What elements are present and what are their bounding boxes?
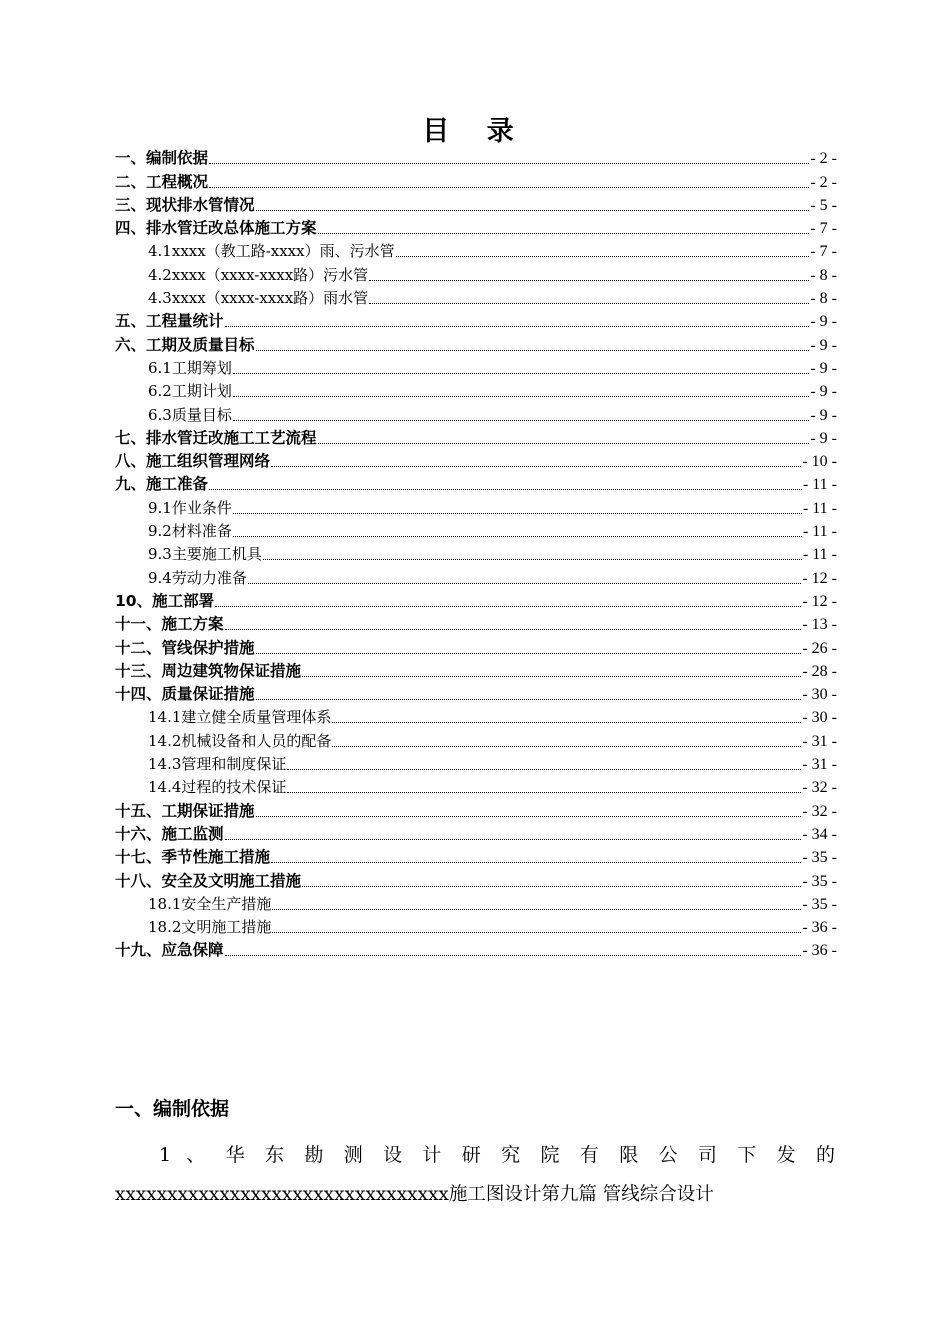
toc-entry-text: 6.2工期计划 <box>148 382 232 401</box>
toc-entry[interactable] <box>115 333 837 356</box>
toc-leader-dots <box>272 909 801 910</box>
toc-leader-dots <box>256 816 802 817</box>
toc-entry-page: - 11 - <box>802 523 837 541</box>
toc-entry-page: - 36 - <box>802 942 837 960</box>
toc-entry-page: - 11 - <box>802 546 837 564</box>
toc-leader-dots <box>233 373 809 374</box>
toc-entry-page: - 32 - <box>802 779 837 797</box>
toc-leader-dots <box>209 163 809 164</box>
toc-entry-page: - 13 - <box>802 616 837 634</box>
toc-entry-text: 18.2文明施工措施 <box>148 918 272 937</box>
toc-entry-text: 二、工程概况 <box>115 172 209 191</box>
toc-entry[interactable] <box>115 729 837 752</box>
toc-entry-text: 10、施工部署 <box>115 591 215 610</box>
toc-leader-dots <box>302 886 801 887</box>
toc-entry-text: 14.4过程的技术保证 <box>148 778 287 797</box>
toc-leader-dots <box>332 722 801 723</box>
toc-entry-page: - 10 - <box>802 453 837 471</box>
toc-entry[interactable] <box>115 939 837 962</box>
toc-entry-page: - 7 - <box>810 243 837 261</box>
toc-entry[interactable] <box>115 194 837 217</box>
toc-entry-text: 十七、季节性施工措施 <box>115 848 271 867</box>
toc-entry[interactable] <box>115 543 837 566</box>
toc-entry-text: 七、排水管迁改施工工艺流程 <box>115 428 317 447</box>
toc-entry-text: 4.1xxxx（教工路-xxxx）雨、污水管 <box>148 242 395 261</box>
toc-entry-text: 14.1建立健全质量管理体系 <box>148 708 332 727</box>
toc-entry-text: 9.3主要施工机具 <box>148 545 262 564</box>
toc-entry-page: - 12 - <box>802 569 837 587</box>
toc-leader-dots <box>233 420 809 421</box>
toc-entry-text: 14.2机械设备和人员的配备 <box>148 731 332 750</box>
toc-title: 目 录 <box>422 116 528 147</box>
toc-entry[interactable] <box>115 263 837 286</box>
toc-entry-page: - 26 - <box>802 639 837 657</box>
toc-entry-page: - 32 - <box>802 802 837 820</box>
toc-entry[interactable] <box>115 893 837 916</box>
toc-entry-text: 6.1工期筹划 <box>148 358 232 377</box>
toc-entry-page: - 7 - <box>810 220 837 238</box>
toc-entry[interactable] <box>115 776 837 799</box>
toc-entry-text: 九、施工准备 <box>115 475 209 494</box>
toc-entry-page: - 8 - <box>810 266 837 284</box>
toc-leader-dots <box>287 769 801 770</box>
toc-entry[interactable] <box>115 520 837 543</box>
toc-entry-page: - 5 - <box>810 196 837 214</box>
toc-entry-text: 6.3质量目标 <box>148 405 232 424</box>
toc-entry-text: 十四、质量保证措施 <box>115 685 255 704</box>
toc-entry-text: 十五、工期保证措施 <box>115 801 255 820</box>
toc-entry-text: 六、工期及质量目标 <box>115 335 255 354</box>
toc-leader-dots <box>302 676 801 677</box>
toc-leader-dots <box>287 792 801 793</box>
toc-entry[interactable] <box>115 660 837 683</box>
toc-entry[interactable] <box>115 240 837 263</box>
toc-entry[interactable] <box>115 869 837 892</box>
toc-entry-page: - 35 - <box>802 849 837 867</box>
toc-entry-page: - 9 - <box>810 383 837 401</box>
toc-leader-dots <box>225 839 802 840</box>
toc-entry[interactable] <box>115 357 837 380</box>
toc-entry-text: 4.2xxxx（xxxx-xxxx路）污水管 <box>148 265 369 284</box>
toc-entry-page: - 9 - <box>810 336 837 354</box>
toc-entry-page: - 36 - <box>802 919 837 937</box>
toc-leader-dots <box>225 955 802 956</box>
paragraph-line-1: 1 、 华 东 勘 测 设 计 研 究 院 有 限 公 司 下 发 的 <box>159 1144 837 1166</box>
toc-entry-text: 9.2材料准备 <box>148 522 232 541</box>
toc-entry-text: 四、排水管迁改总体施工方案 <box>115 219 317 238</box>
toc-entry-text: 9.4劳动力准备 <box>148 568 247 587</box>
toc-entry-text: 十三、周边建筑物保证措施 <box>115 661 302 680</box>
toc-leader-dots <box>318 443 810 444</box>
toc-entry-text: 八、施工组织管理网络 <box>115 452 271 471</box>
toc-entry-page: - 11 - <box>802 499 837 517</box>
toc-entry-text: 十二、管线保护措施 <box>115 638 255 657</box>
toc-leader-dots <box>215 606 801 607</box>
toc-entry-page: - 30 - <box>802 709 837 727</box>
toc-entry-page: - 9 - <box>810 406 837 424</box>
toc-entry[interactable] <box>115 496 837 519</box>
toc-leader-dots <box>256 350 810 351</box>
toc-entry-page: - 8 - <box>810 290 837 308</box>
toc-leader-dots <box>271 466 801 467</box>
toc-entry-page: - 28 - <box>802 662 837 680</box>
toc-entry-page: - 2 - <box>810 150 837 168</box>
toc-entry-text: 9.1作业条件 <box>148 498 232 517</box>
toc-entry-text: 三、现状排水管情况 <box>115 195 255 214</box>
toc-entry[interactable] <box>115 916 837 939</box>
table-of-contents <box>115 147 837 962</box>
toc-entry[interactable] <box>115 753 837 776</box>
toc-entry[interactable] <box>115 613 837 636</box>
toc-entry[interactable] <box>115 823 837 846</box>
paragraph-line-2: xxxxxxxxxxxxxxxxxxxxxxxxxxxxxxxx施工图设计第九篇 管线综合设计 <box>115 1184 714 1205</box>
toc-entry[interactable] <box>115 636 837 659</box>
toc-entry-page: - 34 - <box>802 825 837 843</box>
toc-entry[interactable] <box>115 846 837 869</box>
toc-entry[interactable] <box>115 450 837 473</box>
toc-leader-dots <box>396 256 810 257</box>
toc-leader-dots <box>209 187 809 188</box>
toc-entry-page: - 9 - <box>810 313 837 331</box>
toc-entry-text: 一、编制依据 <box>115 149 209 168</box>
toc-leader-dots <box>209 489 802 490</box>
toc-leader-dots <box>248 583 801 584</box>
toc-leader-dots <box>263 559 802 560</box>
toc-leader-dots <box>369 303 809 304</box>
toc-entry-text: 十八、安全及文明施工措施 <box>115 871 302 890</box>
toc-entry-text: 14.3管理和制度保证 <box>148 755 287 774</box>
toc-entry-text: 十九、应急保障 <box>115 941 224 960</box>
toc-entry-page: - 12 - <box>802 592 837 610</box>
toc-entry-text: 4.3xxxx（xxxx-xxxx路）雨水管 <box>148 289 369 308</box>
toc-entry-page: - 35 - <box>802 872 837 890</box>
toc-entry-page: - 9 - <box>810 359 837 377</box>
toc-leader-dots <box>369 280 809 281</box>
toc-entry[interactable] <box>115 217 837 240</box>
toc-entry-page: - 2 - <box>810 173 837 191</box>
toc-entry-page: - 11 - <box>802 476 837 494</box>
toc-entry-text: 18.1安全生产措施 <box>148 894 272 913</box>
toc-entry[interactable] <box>115 566 837 589</box>
toc-leader-dots <box>332 746 801 747</box>
toc-entry[interactable] <box>115 170 837 193</box>
toc-entry[interactable] <box>115 683 837 706</box>
toc-leader-dots <box>233 396 809 397</box>
toc-entry[interactable] <box>115 799 837 822</box>
toc-entry-page: - 31 - <box>802 756 837 774</box>
toc-entry-page: - 31 - <box>802 732 837 750</box>
toc-entry[interactable] <box>115 590 837 613</box>
toc-entry-page: - 35 - <box>802 895 837 913</box>
toc-entry[interactable] <box>115 473 837 496</box>
toc-leader-dots <box>256 210 810 211</box>
toc-entry[interactable] <box>115 147 837 170</box>
toc-entry-text: 十一、施工方案 <box>115 615 224 634</box>
section-heading: 一、编制依据 <box>115 1098 230 1120</box>
toc-entry[interactable] <box>115 427 837 450</box>
toc-entry-page: - 30 - <box>802 686 837 704</box>
toc-entry-text: 五、工程量统计 <box>115 312 224 331</box>
toc-leader-dots <box>233 513 802 514</box>
toc-entry-text: 十六、施工监测 <box>115 824 224 843</box>
toc-leader-dots <box>233 536 802 537</box>
toc-entry[interactable] <box>115 380 837 403</box>
toc-entry-page: - 9 - <box>810 429 837 447</box>
toc-leader-dots <box>256 699 802 700</box>
toc-leader-dots <box>225 629 802 630</box>
toc-leader-dots <box>318 233 810 234</box>
toc-entry[interactable] <box>115 287 837 310</box>
toc-leader-dots <box>256 653 802 654</box>
toc-leader-dots <box>272 932 801 933</box>
toc-entry[interactable] <box>115 706 837 729</box>
toc-entry[interactable] <box>115 310 837 333</box>
toc-leader-dots <box>225 326 810 327</box>
toc-entry[interactable] <box>115 403 837 426</box>
toc-leader-dots <box>271 862 801 863</box>
